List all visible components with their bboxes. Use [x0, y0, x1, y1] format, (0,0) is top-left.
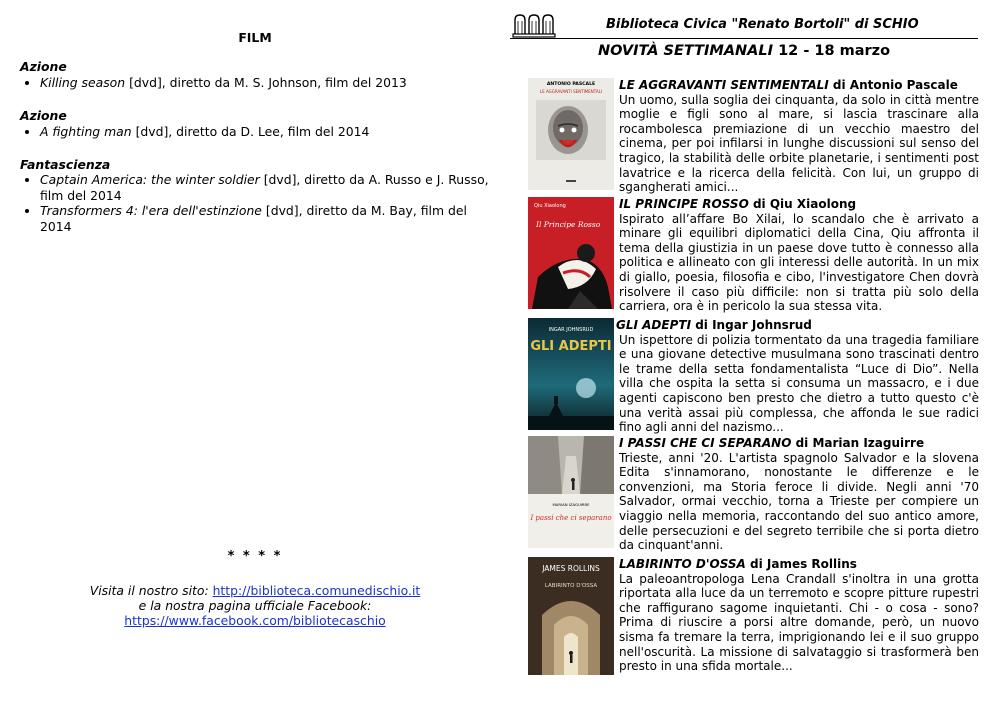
book-author: di Antonio Pascale: [828, 78, 958, 92]
novita-label: NOVITÀ SETTIMANALI: [597, 43, 774, 59]
book-cover: [528, 436, 614, 548]
film-title: Transformers 4: l'era dell'estinzione: [40, 203, 262, 219]
film-details: [dvd], diretto da D. Lee, film del 2014: [131, 123, 370, 139]
cover-author: ANTONIO PASCALE: [546, 82, 596, 87]
site-link[interactable]: http://biblioteca.comunedischio.it: [212, 583, 421, 598]
book-description: [619, 557, 979, 674]
film-column: [20, 30, 490, 252]
book-description: [619, 197, 979, 314]
cover-title: Il Principe Rosso: [536, 220, 601, 229]
book-author: di Qiu Xiaolong: [748, 197, 857, 211]
book-title: I PASSI CHE CI SEPARANO: [619, 436, 792, 450]
book-summary: Un ispettore di polizia tormentato da una tragedia familiare e una giovane detective musulmana sono trascinati dentro le trame della setta fondamentalista “Luce di Dio”. Nella villa che ospita la setta si consuma un massacro, e i due agenti capiscono ben presto che dietro a tutto questo c'è una verità assai più complessa, che affonda le sue radici fino agli anni del nazismo...: [619, 332, 979, 435]
book-heading: [616, 318, 979, 333]
film-list: [20, 75, 490, 90]
cover-title: GLI ADEPTI: [530, 339, 612, 354]
film-item: [40, 124, 490, 139]
cover-author: INGAR JOHNSRUD: [548, 327, 594, 333]
cover-title: LABIRINTO D'OSSA: [544, 583, 598, 589]
book-cover: [528, 197, 614, 309]
separator-stars: * * * *: [227, 549, 283, 564]
novita-heading: [510, 43, 978, 59]
library-header: [510, 12, 978, 39]
book-cover: [528, 318, 614, 430]
book-summary: Trieste, anni '20. L'artista spagnolo Salvador e la slovena Edita s'innamorano, nonostante le differenze e le convenzioni, ma Storia feroce li divide. Negli anni '70 Salvador, ormai vecchio, torna a Trieste per compiere un viaggio nella memoria, raccontando del suo antico amore, delle persecuzioni e del segreto terribile che si porta dietro da cinquant'anni.: [619, 450, 979, 553]
book-heading: [619, 197, 979, 212]
film-item: [40, 203, 490, 234]
visit-label: Visita il nostro sito:: [89, 583, 213, 598]
genre-heading: Azione: [20, 108, 67, 124]
visit-line: [20, 584, 490, 599]
library-name: Biblioteca Civica "Renato Bortoli" di SCHIO: [606, 17, 919, 32]
book-author: di Ingar Johnsrud: [691, 318, 812, 332]
book-heading: [619, 557, 979, 572]
book-description: [619, 78, 979, 195]
library-logo-icon: [512, 12, 556, 38]
book-title: GLI ADEPTI: [616, 318, 692, 332]
facebook-link[interactable]: https://www.facebook.com/bibliotecaschio: [124, 612, 386, 628]
film-details: [dvd], diretto da M. Bay, film del 2014: [40, 203, 467, 234]
cover-title: I passi che ci separano: [530, 514, 612, 522]
book-author: di James Rollins: [745, 557, 857, 571]
film-item: [40, 75, 490, 90]
book-author: di Marian Izaguirre: [791, 436, 925, 450]
film-heading: FILM: [238, 30, 272, 45]
cover-author: JAMES ROLLINS: [542, 564, 600, 573]
novita-column: [510, 12, 978, 59]
film-section: [20, 108, 490, 139]
book-title: IL PRINCIPE ROSSO: [619, 197, 749, 211]
novita-dates: 12 - 18 marzo: [773, 43, 891, 59]
film-details: [dvd], diretto da A. Russo e J. Russo, film del 2014: [40, 172, 489, 203]
book-title: LE AGGRAVANTI SENTIMENTALI: [619, 78, 829, 92]
film-title: Captain America: the winter soldier: [40, 172, 260, 188]
book-title: LABIRINTO D'OSSA: [619, 557, 746, 571]
book-summary: Ispirato all’affare Bo Xilai, lo scandalo che è arrivato a minare gli equilibri diplomatici della Cina, Qiu affronta il tema della giustizia in un paese dove tutto è connesso alla politica e allineato con gli interessi delle autorità. In un mix di giallo, poesia, filosofia e cibo, l'investigatore Chen dovrà risolvere il caso più difficile: non si tratta più solo della carriera, ora è in pericolo la sua stessa vita.: [619, 211, 979, 314]
film-list: [20, 172, 490, 234]
film-title: A fighting man: [40, 123, 132, 139]
book-cover: [528, 557, 614, 675]
film-title: Killing season: [40, 74, 126, 90]
film-section: [20, 59, 490, 90]
cover-author: Qiu Xiaolong: [534, 203, 566, 209]
film-details: [dvd], diretto da M. S. Johnson, film del 2013: [125, 74, 407, 90]
book-description: [616, 318, 979, 435]
cover-author: MARIAN IZAGUIRRE: [552, 502, 590, 507]
book-summary: Un uomo, sulla soglia dei cinquanta, da solo in città mentre moglie e figli sono al mare, si lascia trascinare alla rocambolesca premiazione di un vecchio maestro del cinema, per poi infilarsi in lunghe discussioni sul senso del tragico, la stabilità delle orbite planetarie, i sentimenti post lavatrice e la ricerca della felicità. Con lui, un gruppo di sgangherati amici...: [619, 92, 979, 195]
cover-title: LE AGGRAVANTI SENTIMENTALI: [539, 89, 603, 94]
film-section: [20, 157, 490, 234]
book-heading: [619, 78, 979, 93]
facebook-line: e la nostra pagina ufficiale Facebook:: [138, 597, 372, 613]
book-summary: La paleoantropologa Lena Crandall s'inoltra in una grotta riportata alla luce da un terremoto e scopre pitture rupestri che raffigurano sagome inquietanti. Chi - o cosa - sono? Prima di riuscire a porsi altre domande, però, un nuovo sisma fa tremare la terra, imprigionando lei e il suo gruppo nell'oscurità. La missione di salvataggio si trasformerà ben presto in una sfida mortale...: [619, 571, 979, 674]
book-heading: [619, 436, 979, 451]
genre-heading: Fantascienza: [20, 157, 111, 173]
genre-heading: Azione: [20, 59, 67, 75]
book-description: [619, 436, 979, 553]
book-cover: [528, 78, 614, 190]
film-list: [20, 124, 490, 139]
film-item: [40, 172, 490, 203]
footer: [20, 584, 490, 628]
